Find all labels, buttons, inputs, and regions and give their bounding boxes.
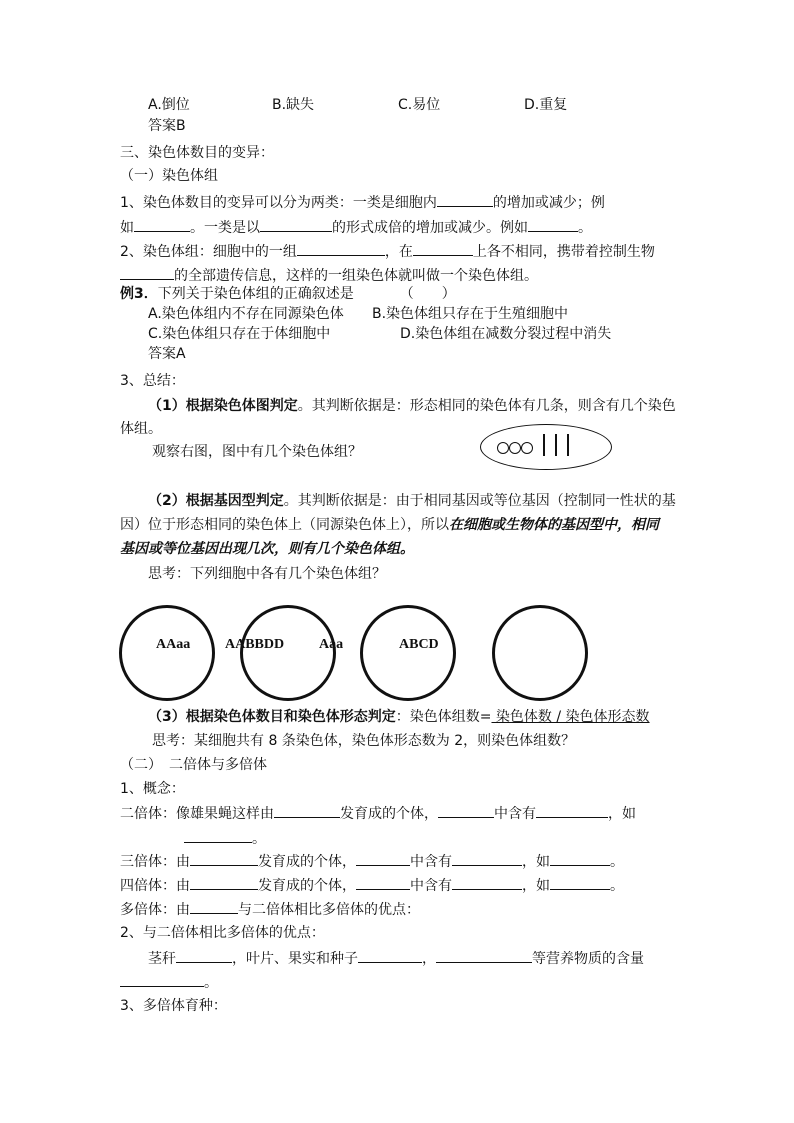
circle-chromosome-icon (521, 442, 533, 454)
example3-option-c: C.染色体组只存在于体细胞中 (148, 326, 331, 342)
example3-option-b: B.染色体组只存在于生殖细胞中 (372, 306, 569, 322)
cell-circle (360, 605, 456, 701)
polyploid-breeding-title: 3、多倍体育种： (120, 998, 227, 1014)
item1-line2: 如 。一类是以 的形式成倍的增加或减少。例如 。 (120, 217, 592, 238)
advantages-line1: 茎秆 ，叶片、果实和种子 ， 等营养物质的含量 (148, 948, 644, 969)
method3-line: （3）根据染色体数目和染色体形态判定：染色体组数= 染色体数 / 染色体形态数 (148, 709, 650, 725)
summary-title: 3、总结： (120, 373, 185, 389)
observe-question: 观察右图，图中有几个染色体组？ (152, 444, 362, 460)
method1-line1: （1）根据染色体图判定。其判断依据是：形态相同的染色体有几条，则含有几个染色 (148, 398, 676, 414)
circle-chromosome-icon (497, 442, 509, 454)
rod-chromosome-icon (543, 434, 545, 456)
example3-option-d: D.染色体组在减数分裂过程中消失 (400, 326, 612, 342)
option-c: C.易位 (398, 97, 441, 113)
section-b-title: （二） 二倍体与多倍体 (120, 757, 267, 773)
option-d: D.重复 (524, 97, 568, 113)
think2: 思考：某细胞共有 8 条染色体，染色体形态数为 2，则染色体组数？ (152, 733, 576, 749)
triploid-line: 三倍体：由 发育成的个体， 中含有 ，如 。 (120, 851, 624, 872)
polyploid-line: 多倍体：由 与二倍体相比多倍体的优点： (120, 899, 420, 920)
option-b: B.缺失 (272, 97, 315, 113)
cell-genotype-label: AAaa (156, 637, 191, 652)
think1: 思考：下列细胞中各有几个染色体组？ (148, 566, 386, 582)
option-a: A.倒位 (148, 97, 190, 113)
concept-title: 1、概念： (120, 781, 185, 797)
cell-genotype-label: AABBDD (225, 637, 285, 652)
method2-line1: （2）根据基因型判定。其判断依据是：由于相同基因或等位基因（控制同一性状的基 (148, 493, 676, 509)
cell-genotype-label: ABCD (399, 637, 439, 652)
cell-circle (240, 605, 336, 701)
item2-line2: 的全部遗传信息，这样的一组染色体就叫做一个染色体组。 (120, 265, 538, 286)
advantages-line2: 。 (120, 972, 218, 993)
subsection-1-title: （一）染色体组 (120, 168, 218, 184)
circle-chromosome-icon (509, 442, 521, 454)
tetraploid-line: 四倍体：由 发育成的个体， 中含有 ，如 。 (120, 875, 624, 896)
section3-title: 三、染色体数目的变异： (120, 145, 274, 161)
method2-line2: 因）位于形态相同的染色体上（同源染色体上），所以在细胞或生物体的基因型中，相同 (120, 517, 659, 533)
advantages-title: 2、与二倍体相比多倍体的优点： (120, 925, 325, 941)
method1-line2: 体组。 (120, 421, 162, 437)
chromosome-figure-ellipse (480, 424, 612, 470)
diploid-line2: 。 (184, 828, 266, 849)
cell-circle (119, 605, 215, 701)
item2-line1: 2、染色体组：细胞中的一组 ，在 上各不相同，携带着控制生物 (120, 241, 655, 262)
item1-line1: 1、染色体数目的变异可以分为两类：一类是细胞内 的增加或减少；例 (120, 192, 605, 213)
cell-circle (492, 605, 588, 701)
example3-answer: 答案A (148, 346, 186, 362)
example3-option-a: A.染色体组内不存在同源染色体 (148, 306, 344, 322)
example3-question: 例3．下列关于染色体组的正确叙述是 （ ） (120, 286, 456, 302)
rod-chromosome-icon (555, 434, 557, 456)
method2-line3: 基因或等位基因出现几次，则有几个染色体组。 (120, 541, 414, 557)
cell-genotype-label: Aaa (319, 637, 344, 652)
diploid-line1: 二倍体：像雄果蝇这样由 发育成的个体， 中含有 ，如 (120, 803, 636, 824)
answer-prev: 答案B (148, 118, 186, 134)
rod-chromosome-icon (567, 434, 569, 456)
